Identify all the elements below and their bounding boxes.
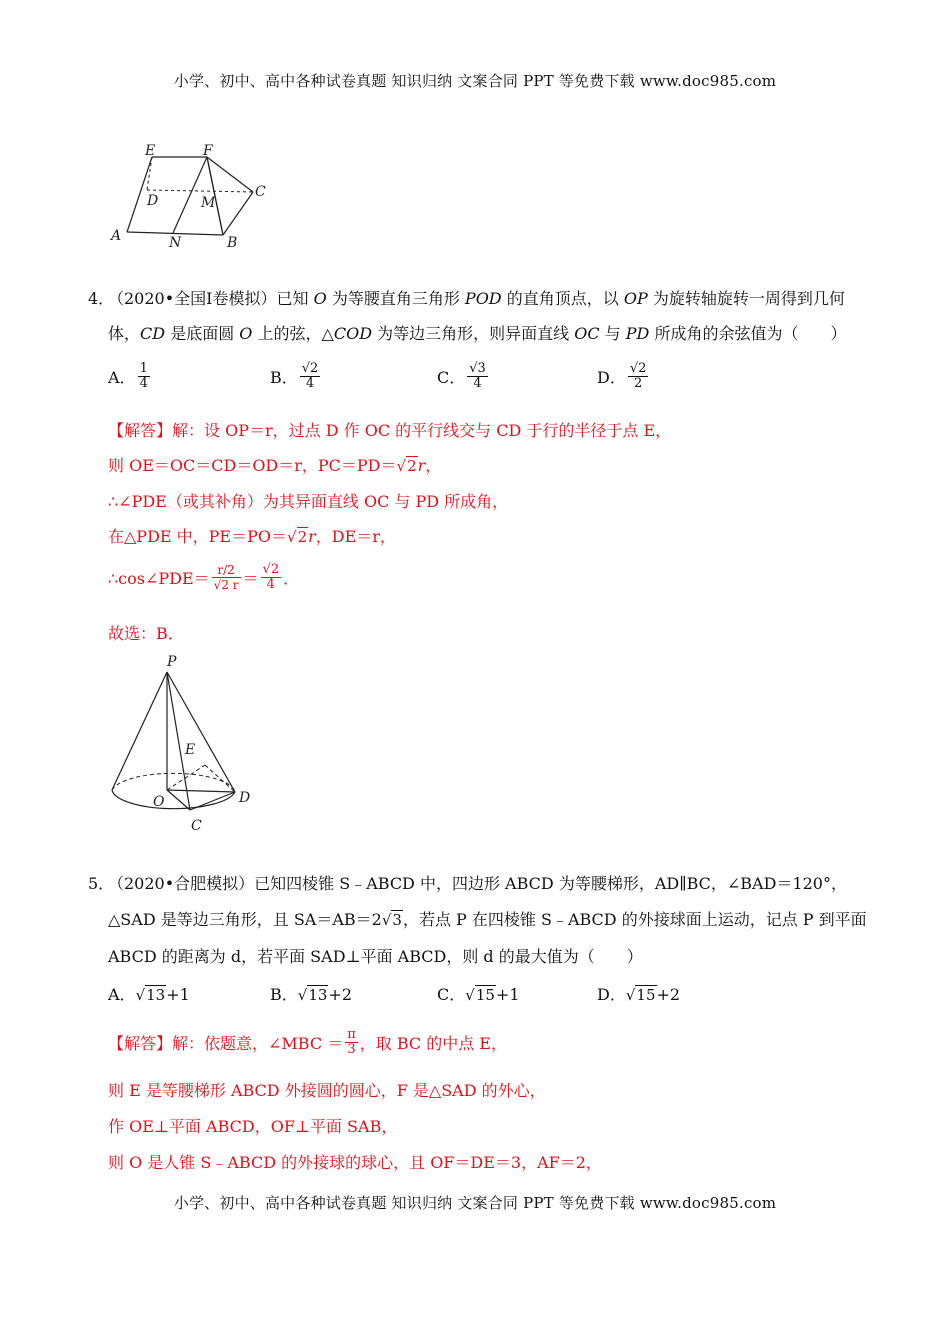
q4-solution-line5: ∴cos∠PDE＝ $\frac{r/2}{√2 r}$ ＝ $\frac{√2}{4}$ ． [108,562,300,592]
fig1-label-c: C [255,184,266,200]
cone-label-o: O [153,794,165,810]
q4-stem-line2: 体，CD 是底面圆 O 上的弦，△COD 为等边三角形，则异面直线 OC 与 PD 所成角的余弦值为（ ） [108,324,847,343]
cone-label-d: D [239,790,251,806]
q5-option-b: B．√13+2 [270,985,353,1004]
fig1-label-n: N [169,235,182,251]
q4-solution-line3: ∴∠PDE（或其补角）为其异面直线 OC 与 PD 所成角， [108,492,509,511]
fig1-label-b: B [227,235,238,251]
q4-solution-line2: 则 OE＝OC＝CD＝OD＝r，PC＝PD＝√2r， [108,456,442,475]
fig1-label-a: A [111,228,122,244]
q4-option-b: B． $\frac{√2}{4}$ [270,361,319,391]
q5-solution-line2: 则 E 是等腰梯形 ABCD 外接圆的圆心，F 是△SAD 的外心， [108,1081,546,1100]
fig1-label-e: E [145,143,156,159]
q4-stem-line1: （2020•全国Ⅰ卷模拟）已知 O 为等腰直角三角形 POD 的直角顶点，以 OP 为旋转轴旋转一周得到几何 [108,289,845,308]
q5-stem-line1: （2020•合肥模拟）已知四棱锥 S﹣ABCD 中，四边形 ABCD 为等腰梯形，AD∥BC，∠BAD＝120°， [108,874,847,893]
fig1-label-m: M [201,195,216,211]
q5-option-a: A．√13+1 [108,985,190,1004]
q5-option-d: D．√15+2 [597,985,681,1004]
page-footer: 小学、初中、高中各种试卷真题 知识归纳 文案合同 PPT 等免费下载 www.doc985.com [173,1194,777,1212]
page-header: 小学、初中、高中各种试卷真题 知识归纳 文案合同 PPT 等免费下载 www.doc985.com [173,72,777,90]
q5-solution-line4: 则 O 是人锥 S﹣ABCD 的外接球的球心，且 OF＝DE＝3，AF＝2， [108,1153,602,1172]
q5-option-c: C．√15+1 [437,985,520,1004]
fig1-label-d: D [147,193,159,209]
q4-number: 4． [88,289,115,308]
fig1-label-f: F [203,143,213,159]
q4-solution-line1: 【解答】解：设 OP＝r，过点 D 作 OC 的平行线交与 CD 于行的半径于点 E， [108,421,672,440]
cone-label-c: C [191,818,202,834]
cone-label-e: E [185,742,196,758]
q4-option-d: D． $\frac{√2}{2}$ [597,361,647,391]
prism-figure [105,140,285,255]
cone-figure [105,650,265,835]
q5-number: 5． [88,874,115,893]
q5-stem-line2: △SAD 是等边三角形，且 SA＝AB＝2√3，若点 P 在四棱锥 S﹣ABCD 的外接球面上运动，记点 P 到平面 [108,910,867,929]
q4-option-a: A． $\frac{1}{4}$ [108,361,148,391]
q4-solution-line6: 故选：B． [108,624,184,643]
q5-solution-line3: 作 OE⊥平面 ABCD，OF⊥平面 SAB， [108,1117,398,1136]
q5-solution-line1: 【解答】解：依题意，∠MBC ＝ $\frac{\pi}{3}$ ，取 BC 的中点 E， [108,1027,507,1057]
q4-solution-line4: 在△PDE 中，PE＝PO＝√2r，DE＝r， [108,527,396,546]
cone-label-p: P [167,654,177,670]
q5-stem-line3: ABCD 的距离为 d，若平面 SAD⊥平面 ABCD，则 d 的最大值为（ ） [108,947,643,966]
q4-option-c: C． $\frac{√3}{4}$ [437,361,486,391]
